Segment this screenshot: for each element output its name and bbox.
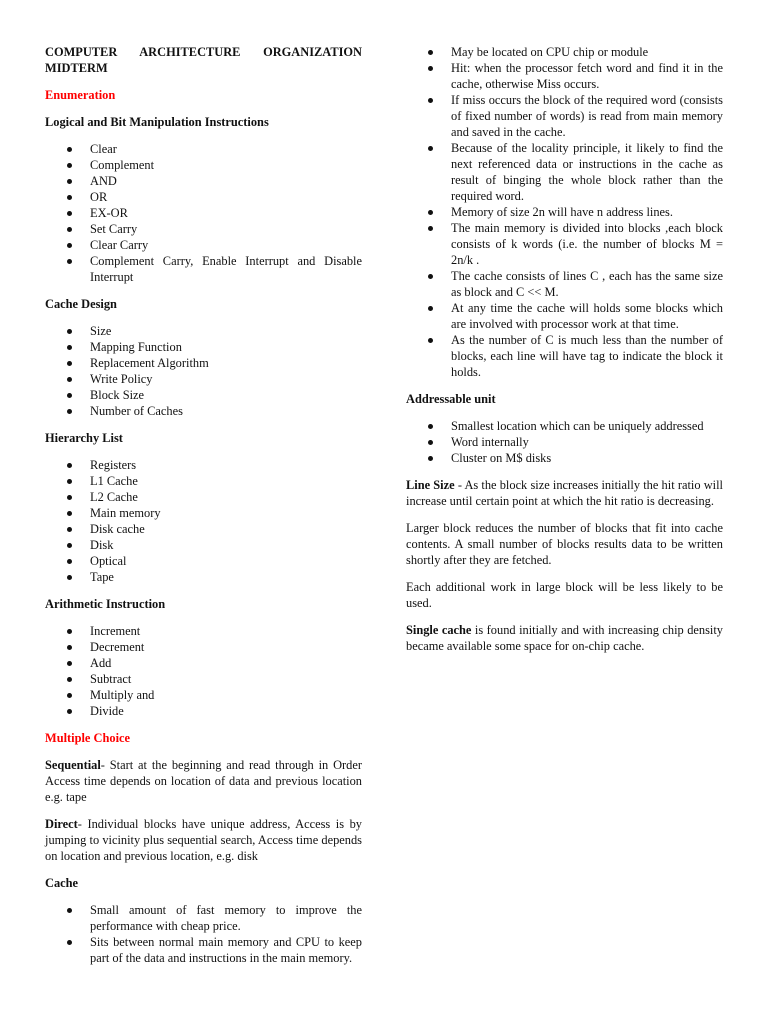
- list-item: Decrement: [45, 639, 362, 655]
- list-item: Clear Carry: [45, 237, 362, 253]
- line-size-text: - As the block size increases initially the hit ratio will increase until certain point at which the hit ratio is decreasing.: [406, 478, 723, 508]
- list-item: The main memory is divided into blocks ,each block consists of k words (i.e. the number of blocks M = 2n/k .: [406, 220, 723, 268]
- enumeration-heading: Enumeration: [45, 88, 116, 102]
- list-item: Disk cache: [45, 521, 362, 537]
- logical-list: [45, 141, 362, 285]
- sequential-text: - Start at the beginning and read through in Order Access time depends on location of data and previous location e.g. tape: [45, 758, 362, 804]
- list-item: Add: [45, 655, 362, 671]
- list-item: Number of Caches: [45, 403, 362, 419]
- list-item: The cache consists of lines C , each has the same size as block and C << M.: [406, 268, 723, 300]
- sequential-term: Sequential: [45, 758, 101, 772]
- list-item: Subtract: [45, 671, 362, 687]
- list-item: If miss occurs the block of the required word (consists of fixed number of words) is read from main memory and saved in the cache.: [406, 92, 723, 140]
- cache-heading: Cache: [45, 876, 79, 890]
- list-item: Because of the locality principle, it likely to find the next referenced data or instructions in the cache as result of binging the whole block rather than the required word.: [406, 140, 723, 204]
- list-item: At any time the cache will holds some blocks which are involved with processor work at that time.: [406, 300, 723, 332]
- list-item: Small amount of fast memory to improve the performance with cheap price.: [45, 902, 362, 934]
- list-item: Word internally: [406, 434, 723, 450]
- right-column: [406, 44, 723, 665]
- single-cache-paragraph: [406, 622, 723, 654]
- list-item: Complement: [45, 157, 362, 173]
- addressable-list: [406, 418, 723, 466]
- list-item: L1 Cache: [45, 473, 362, 489]
- arith-list: [45, 623, 362, 719]
- list-item: Write Policy: [45, 371, 362, 387]
- single-cache-text: is found initially and with increasing chip density became available some space for on-chip cache.: [406, 623, 723, 653]
- list-item: Smallest location which can be uniquely addressed: [406, 418, 723, 434]
- cache-list-left: [45, 902, 362, 966]
- list-item: Clear: [45, 141, 362, 157]
- direct-term: Direct: [45, 817, 78, 831]
- list-item: Cluster on M$ disks: [406, 450, 723, 466]
- line-size-paragraph: [406, 477, 723, 509]
- cache-design-heading: Cache Design: [45, 297, 117, 311]
- list-item: Disk: [45, 537, 362, 553]
- list-item: L2 Cache: [45, 489, 362, 505]
- logical-heading: Logical and Bit Manipulation Instructions: [45, 115, 269, 129]
- cache-design-list: [45, 323, 362, 419]
- list-item: As the number of C is much less than the number of blocks, each line will have tag to indicate the block it holds.: [406, 332, 723, 380]
- list-item: Tape: [45, 569, 362, 585]
- hierarchy-list: [45, 457, 362, 585]
- list-item: OR: [45, 189, 362, 205]
- list-item: Mapping Function: [45, 339, 362, 355]
- cache-list-right: [406, 44, 723, 380]
- list-item: Complement Carry, Enable Interrupt and Disable Interrupt: [45, 253, 362, 285]
- document-title: COMPUTER ARCHITECTURE ORGANIZATION MIDTERM: [45, 45, 362, 75]
- direct-paragraph: [45, 816, 362, 864]
- list-item: Hit: when the processor fetch word and find it in the cache, otherwise Miss occurs.: [406, 60, 723, 92]
- single-cache-term: Single cache: [406, 623, 472, 637]
- additional-work-paragraph: Each additional work in large block will be less likely to be used.: [406, 580, 723, 610]
- list-item: Sits between normal main memory and CPU to keep part of the data and instructions in the main memory.: [45, 934, 362, 966]
- hierarchy-heading: Hierarchy List: [45, 431, 123, 445]
- list-item: Replacement Algorithm: [45, 355, 362, 371]
- list-item: AND: [45, 173, 362, 189]
- addressable-heading: Addressable unit: [406, 392, 496, 406]
- list-item: Increment: [45, 623, 362, 639]
- sequential-paragraph: [45, 757, 362, 805]
- list-item: Optical: [45, 553, 362, 569]
- list-item: Main memory: [45, 505, 362, 521]
- left-column: [45, 44, 362, 977]
- list-item: Block Size: [45, 387, 362, 403]
- list-item: Divide: [45, 703, 362, 719]
- list-item: May be located on CPU chip or module: [406, 44, 723, 60]
- list-item: Registers: [45, 457, 362, 473]
- list-item: Set Carry: [45, 221, 362, 237]
- arith-heading: Arithmetic Instruction: [45, 597, 166, 611]
- list-item: Multiply and: [45, 687, 362, 703]
- direct-text: - Individual blocks have unique address, Access is by jumping to vicinity plus sequential search, Access time depends on location and previous location, e.g. disk: [45, 817, 362, 863]
- list-item: Size: [45, 323, 362, 339]
- larger-block-paragraph: Larger block reduces the number of blocks that fit into cache contents. A small number of blocks results data to be written shortly after they are fetched.: [406, 521, 723, 567]
- line-size-term: Line Size: [406, 478, 455, 492]
- list-item: Memory of size 2n will have n address lines.: [406, 204, 723, 220]
- multiple-choice-heading: Multiple Choice: [45, 731, 131, 745]
- list-item: EX-OR: [45, 205, 362, 221]
